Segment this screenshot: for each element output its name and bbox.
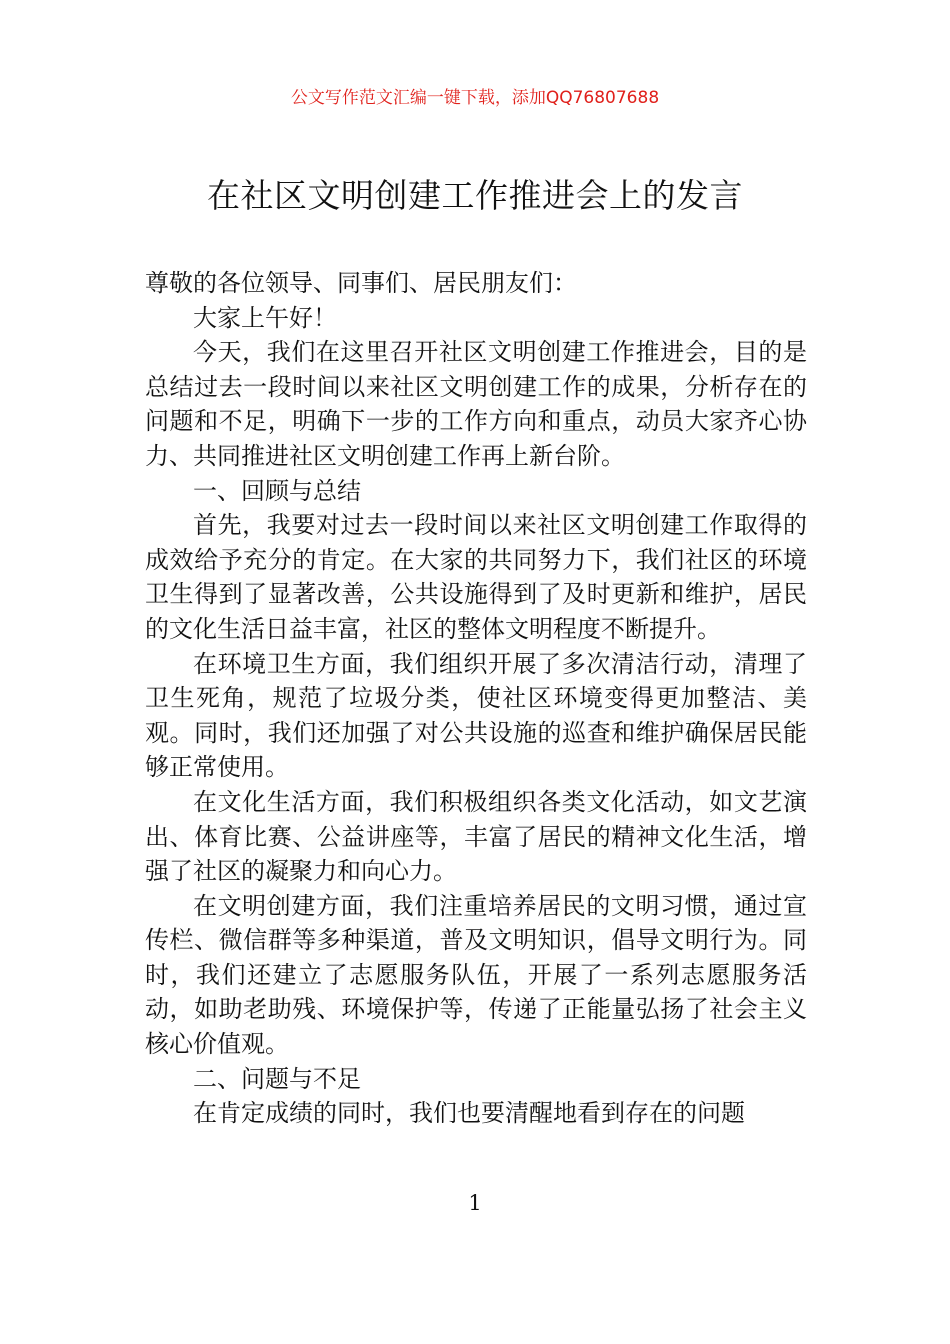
page-number: 1 bbox=[468, 1191, 482, 1215]
body-paragraph: 在肯定成绩的同时，我们也要清醒地看到存在的问题 bbox=[193, 1099, 745, 1128]
section-heading: 一、回顾与总结 bbox=[193, 476, 361, 505]
body-paragraph: 在文明创建方面，我们注重培养居民的文明习惯，通过宣传栏、微信群等多种渠道，普及文明知识，倡导文明行为。同时，我们还建立了志愿服务队伍，开展了一系列志愿服务活动，如助老助残、环境保护等，传递了正能量弘扬了社会主义核心价值观。 bbox=[145, 891, 807, 1059]
body-paragraph: 在环境卫生方面，我们组织开展了多次清洁行动，清理了卫生死角，规范了垃圾分类，使社区环境变得更加整洁、美观。同时，我们还加强了对公共设施的巡查和维护确保居民能够正常使用。 bbox=[145, 649, 807, 782]
document-title: 在社区文明创建工作推进会上的发言 bbox=[207, 176, 743, 215]
body-paragraph: 今天，我们在这里召开社区文明创建工作推进会，目的是总结过去一段时间以来社区文明创建工作的成果，分析存在的问题和不足，明确下一步的工作方向和重点，动员大家齐心协力、共同推进社区文明创建工作再上新台阶。 bbox=[145, 338, 807, 470]
body-paragraph: 首先，我要对过去一段时间以来社区文明创建工作取得的成效给予充分的肯定。在大家的共同努力下，我们社区的环境卫生得到了显著改善，公共设施得到了及时更新和维护，居民的文化生活日益丰富，社区的整体文明程度不断提升。 bbox=[145, 511, 807, 643]
document-body bbox=[145, 266, 807, 1131]
header-note: 公文写作范文汇编一键下载，添加QQ76807688 bbox=[290, 88, 660, 108]
body-paragraph: 在文化生活方面，我们积极组织各类文化活动，如文艺演出、体育比赛、公益讲座等，丰富了居民的精神文化生活，增强了社区的凝聚力和向心力。 bbox=[145, 787, 807, 886]
greeting: 大家上午好！ bbox=[193, 303, 337, 332]
section-heading: 二、问题与不足 bbox=[193, 1064, 361, 1093]
salutation: 尊敬的各位领导、同事们、居民朋友们： bbox=[145, 269, 577, 297]
